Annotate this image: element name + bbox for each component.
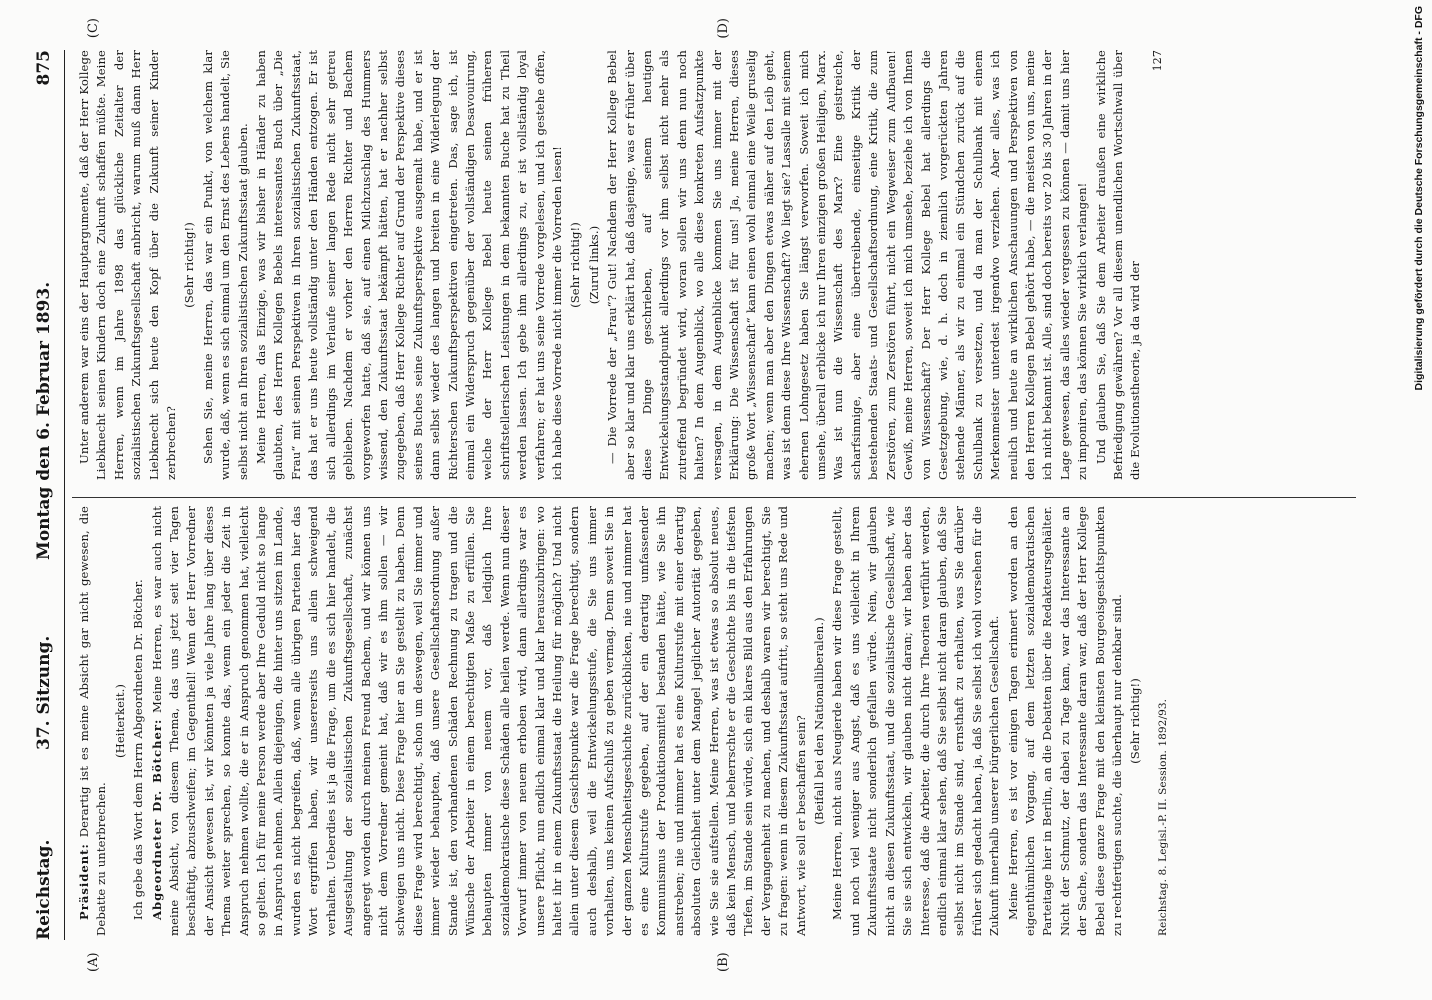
interjection: (Beifall bei den Nationalliberalen.): [812, 617, 827, 825]
paragraph-text: Ich gebe das Wort dem Herrn Abgeordneten Dr. Bötcher.: [131, 579, 146, 920]
paragraph-text: Meine Herren, das Einzige, was wir bisher in Händer zu haben glaubten, des Herrn Kollegen Bebels interessantes Buch über „Die Frau“ mit seinen Perspektiven in Ihren sozialistischen Zukunftsstaat, das hat er uns heute vollständig unter den Händen entzogen. Er ist sich allerdings im Verlaufe seiner langen Rede nicht sehr getreu geblieben. Nachdem er vorher den Herren Richter und Bachem vorgeworfen hatte, daß sie, auf einen Milchzuschlag des Hummers wissend, den Zukunftsstaat bekämpft hätten, hat er nachher selbst zugegeben, daß Herr Kollege Richter auf Grund der Perspektive dieses seines Buches seine Zukunftsperspektive ausgemalt habe, und er ist dann selbst wieder des langen und breiten in eine Widerlegung der Richterschen Zukunftsperspektiven eingetreten. Das, sage ich, ist einmal ein Widerspruch gegenüber der vollständigen Desavouirung, welche der Herr Kollege Bebel heute seinen früheren schriftstellerischen Leistungen in dem bekannten Buche hat zu Theil werden lassen. Ich gebe ihm allerdings zu, er ist vollständig loyal verfahren; er hat uns seine Vorrede vorgelesen, und ich gestehe offen, ich habe diese Vorrede nicht immer die Vorreden lesen!: [254, 50, 564, 480]
speaker-name: Präsident:: [77, 843, 91, 920]
margin-mark-b: (B): [716, 952, 731, 972]
speech-paragraph: [253, 50, 566, 480]
paragraph-text: Sehen Sie, meine Herren, das war ein Punkt, von welchem klar wurde, daß, wenn es sich einmal um den Ernst des Lebens handelt, Sie selbst nicht an Ihren sozialistischen Zukunftsstaat glauben.: [200, 50, 250, 480]
speech-paragraph: [76, 50, 180, 480]
margin-mark-c: (C): [86, 18, 101, 39]
margin-mark-d: (D): [716, 18, 731, 39]
speech-paragraph: [149, 506, 810, 936]
header-rule: [64, 50, 65, 940]
paragraph-text: Meine Herren, es ist vor einigen Tagen erinnert worden an den eigenthümlichen Vorgang, auf dem letzten sozialdemokratischen Parteitage hier in Berlin, an die Debatten über die Redakteursgehälter. Nicht der Schmutz, der dabei zu Tage kam, war das Interessante an der Sache, sondern das Interessante daran war, daß der Herr Kollege Bebel diese ganze Frage mit den kleinsten Bourgeoisgesichtspunkten zu rechtfertigen suchte, die überhaupt nur denkbar sind.: [1005, 506, 1124, 936]
page-header: [34, 50, 58, 940]
header-date: Montag den 6. Februar 1893.: [34, 281, 54, 560]
right-column: [76, 50, 1166, 480]
interjection: (Sehr richtig!): [1128, 678, 1143, 764]
speech-paragraph: [130, 506, 147, 936]
interjection: (Heiterkeit.): [112, 683, 127, 759]
paragraph-text: — Die Vorrede der „Frau“? Gut! Nachdem der Herr Kollege Bebel aber so klar und klar uns erklärt hat, daß dasjenige, was er früher über diese Dinge geschrieben, auf seinem heutigen Entwickelungsstandpunkt allerdings vor ihm selbst nicht mehr als zutreffend begründet wird, woran sollen wir uns denn nun noch halten? In dem Augenblick, wo alle diese konkreten Aufsatzpunkte versagen, in dem Augenblicke kommen Sie uns immer mit der Erklärung: Die Wissenschaft ist für uns! Ja, meine Herren, dieses große Wort „Wissenschaft“ kann einen wohl einmal eine Weile gruselig machen; wenn man aber den Dingen etwas näher auf den Leib geht, was ist denn diese Ihre Wissenschaft? Wo liegt sie? Lassalle mit seinem ehernen Lohngesetz haben Sie längst verworfen. Soweit ich mich umsehe, überall erblicke ich nur Ihren einzigen großen Heiligen, Marx. Was ist nun die Wissenschaft des Marx? Eine geistreiche, scharfsinnige, aber eine übertreibende, einseitige Kritik der bestehenden Staats- und Gesellschaftsordnung, eine Kritik, die zum Zerstören, zum Zerstören führt, nicht ein Wegweiser zum Aufbauen! Gewiß, meine Herren, soweit ich mich umsehe, beziehe ich von Ihnen von Wissenschaft? Der Herr Kollege Bebel hat allerdings die Gesetzgebung, wie, d. h. doch in ziemlich vorgerückten Jahren stehende Männer, als wir zu einmal ein Stündchen zurück auf die Schulbank zu versetzen, und da man der Schulbank mit einem Merkenmeister unterdest irgendwo verziehen. Aber alles, was ich neulich und heute an wirklichen Anschauungen und Perspektiven von den Herren Kollegen Bebel gehört habe, — die meisten von uns, meine ich nicht bekannt ist. Alle, sind doch bereits vor 20 bis 30 Jahren in der Lage gewesen, das alles wieder vergessen zu können — damit uns hier zu imponiren, das können Sie wirklich verlangen!: [605, 50, 1090, 480]
interjection: (Zuruf links.): [586, 225, 601, 305]
speech-paragraph: [604, 50, 1091, 480]
signature-mark: 127: [1150, 50, 1164, 72]
session-footnote: Reichstag. 8. Legisl.-P. II. Session. 1892/93.: [1156, 698, 1169, 936]
page-content: [16, 20, 1416, 980]
speech-paragraph: [1005, 506, 1127, 936]
speech-paragraph: [200, 50, 252, 480]
margin-mark-a: (A): [86, 952, 101, 972]
speaker-name: Abgeordneter Dr. Bötcher:: [149, 718, 164, 920]
column-separator: [72, 497, 1356, 498]
paragraph-text: Meine Herren, nicht aus Neugierde haben wir diese Frage gestellt, und noch viel weniger aus Angst, daß es uns vielleicht in Ihrem Zukunftsstaate nicht sonderlich gefallen würde. Nein, wir glauben nicht an diesen Zukunftsstaat, und die sozialistische Gesellschaft, wie Sie sie sich entwickeln, wir glauben nicht daran; wir haben aber das Interesse, daß die Arbeiter, die durch Ihre Theorien verführt werden, endlich einmal klar sehen, daß Sie selbst nicht daran glauben, daß Sie selbst nicht im Stande sind, ernsthaft zu erhalten, was Sie darüber früher sich gedacht haben, ja, daß Sie selbst ich wohl vorsehen für die Zukunft innerhalb unserer bürgerlichen Gesellschaft.: [830, 506, 1002, 936]
interjection: (Sehr richtig!): [182, 222, 197, 308]
dfg-sidebar: [1408, 6, 1430, 646]
dfg-notice: Digitalisierung gefördert durch die Deutsche Forschungsgemeinschaft - DFG: [1413, 6, 1425, 391]
paragraph-text: Meine Herren, es war auch nicht meine Absicht, von diesem Thema, das uns jetzt seit vier Tagen beschäftigt, abzuschweifen; im Gegentheil! Wenn der Herr Vorredner der Ansicht gewesen ist, wir könnten ja viele Jahre lang über dieses Thema weiter sprechen, so konnte das, wenn ein jeder die Zeit in Anspruch nehmen wollte, die er in Anspruch genommen hat, vielleicht so gelten. Ich für meine Person werde aber Ihre Geduld nicht so lange in Anspruch nehmen. Allein diejenigen, die hinter uns sitzen im Lande, wurden es nicht begreifen, daß, wenn alle übrigen Parteien hier das Wort ergriffen haben, wir unsererseits uns allein schweigend verhalten. Ueberdies ist ja die Frage, um die es sich hier handelt, die Ausgestaltung der sozialistischen Zukunftsgesellschaft, zunächst angeregt worden durch meinen Freund Bachem, und wir können uns nicht dem Vorredner gemeint hat, daß wir es ihm sollen — wir schweigen uns nicht. Diese Frage hier an Sie gestellt zu haben. Denn diese Frage wird berechtigt, schon um deswegen, weil Sie immer und immer wieder behaupten, daß unsere Gesellschaftsordnung außer Stande ist, den vorhandenen Schäden Rechnung zu tragen und die Wünsche der Arbeiter in einem berechtigten Maße zu erfüllen. Sie behaupten immer von neuem vor, daß lediglich Ihre sozialdemokratische diese Schäden alle heilen werde. Wenn nun dieser Vorwurf immer von neuem erhoben wird, dann allerdings war es unsere Pflicht, nun endlich einmal klar und klar herauszubringen: wo haltet ihr in einem Zukunftsstaat die Heilung für möglich? Und nicht allein unter diesem Gesichtspunkte war die Frage berechtigt, sondern auch deshalb, weil die Entwickelungsstufe, die Sie uns immer vorhalten, uns keinen Aufschluß zu geben vermag. Denn soweit Sie in der ganzen Menschheitsgeschichte zurückblicken, nie und nimmer hat es eine Kulturstufe gegeben, auf der ein derartig umfassender Kommunismus der Produktionsmittel bestanden hätte, wie Sie ihn anstreben; nie und nimmer hat es eine Kulturstufe mit einer derartig absoluten Gleichheit unter dem Mangel jeglicher Autorität gegeben, wie Sie sie aufstellen. Meine Herren, was ist etwas so absolut neues, daß kein Mensch, und beherrschte er die Geschichte bis in die tiefsten Tiefen, im Stande sein würde, sich ein klares Bild aus den Erfahrungen der Vergangenheit zu machen, und deshalb waren wir berechtigt, Sie zu fragen: wenn in diesem Zukunftsstaat aufritt, so steht uns Rede und Antwort, wie soll er beschaffen sein?: [149, 505, 808, 936]
paragraph-text: Unter anderem war eins der Hauptargumente, daß der Herr Kollege Liebknecht seinen Kindern doch eine Zukunft schaffen müßte. Meine Herren, wenn im Jahre 1898 das glückliche Zeitalter der sozialistischen Zukunftsgesellschaft anbricht, warum muß dann Herr Liebknecht sich heute den Kopf über die Zukunft seiner Kinder zerbrechen?: [77, 50, 179, 480]
speech-paragraph: [76, 506, 111, 936]
left-column: [76, 506, 1173, 936]
page-number: 875: [34, 50, 54, 86]
header-left: Reichstag.: [34, 839, 54, 940]
paragraph-text: Und glauben Sie, daß Sie dem Arbeiter draußen eine wirkliche Befriedigung gewähren? Vor all diesem unendlichen Wortschwall über die Evolutionstheorie, ja da wird der: [1093, 50, 1143, 480]
speech-paragraph: [1093, 50, 1145, 480]
speech-paragraph: [829, 506, 1003, 936]
paragraph-text: Derartig ist es meine Absicht gar nicht gewesen, die Debatte zu unterbrechen.: [77, 506, 109, 936]
interjection: (Sehr richtig!): [568, 222, 583, 308]
header-session: 37. Sitzung.: [34, 635, 54, 750]
